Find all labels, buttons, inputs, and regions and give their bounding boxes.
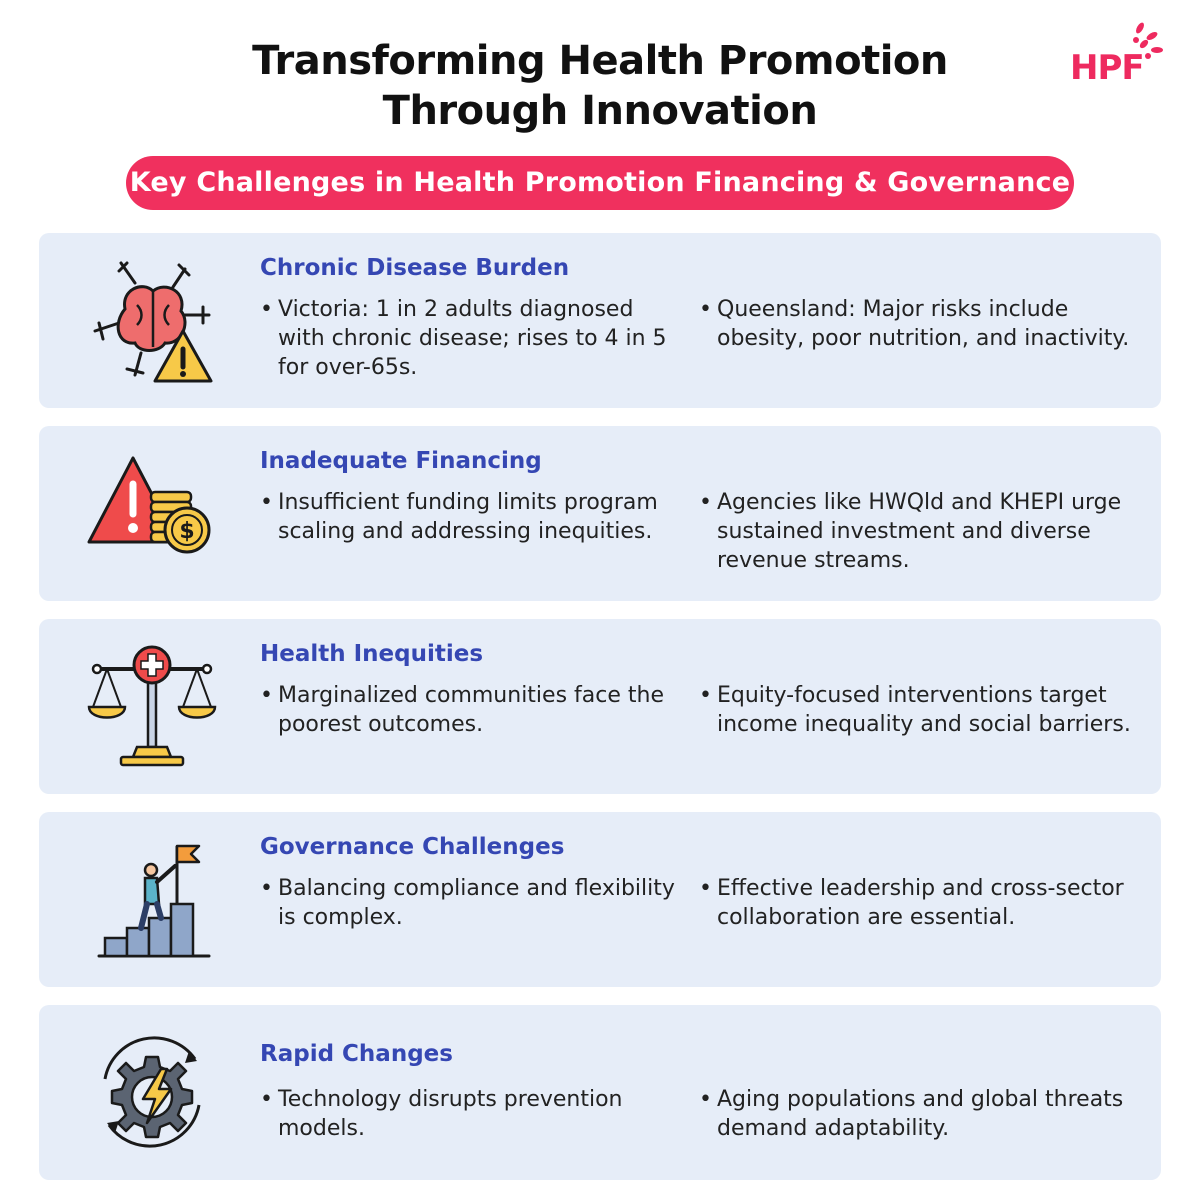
- logo-dots-icon: [1068, 20, 1172, 90]
- card-point-right: • Effective leadership and cross-sector collaboration are essential.: [699, 874, 1139, 932]
- page-title: [0, 36, 1200, 136]
- section-banner: Key Challenges in Health Promotion Financing & Governance: [126, 156, 1074, 210]
- challenge-card-chronic-disease: [39, 233, 1161, 408]
- card-point-left: • Insufficient funding limits program scaling and addressing inequities.: [260, 488, 680, 546]
- gear-lightning-icon: [85, 1025, 219, 1159]
- card-point-left: • Marginalized communities face the poorest outcomes.: [260, 681, 680, 739]
- card-point-right: • Agencies like HWQld and KHEPI urge sustained investment and diverse revenue streams.: [699, 488, 1139, 575]
- card-point-left: • Technology disrupts prevention models.: [260, 1085, 680, 1143]
- title-line-2: Through Innovation: [382, 88, 818, 134]
- challenge-card-inequities: [39, 619, 1161, 794]
- brain-warning-icon: [85, 253, 219, 387]
- scales-icon: [85, 639, 219, 773]
- challenge-card-rapid-changes: [39, 1005, 1161, 1180]
- card-point-right: • Equity-focused interventions target income inequality and social barriers.: [699, 681, 1139, 739]
- card-point-left: • Victoria: 1 in 2 adults diagnosed with chronic disease; rises to 4 in 5 for over-65s.: [260, 295, 680, 382]
- climber-flag-icon: [85, 832, 219, 966]
- warning-coins-icon: [85, 446, 219, 580]
- card-title: Health Inequities: [260, 641, 484, 667]
- title-line-1: Transforming Health Promotion: [252, 38, 948, 84]
- svg-text:$: $: [179, 519, 195, 544]
- card-title: Rapid Changes: [260, 1041, 453, 1067]
- challenge-card-financing: [39, 426, 1161, 601]
- card-point-right: • Aging populations and global threats demand adaptability.: [699, 1085, 1139, 1143]
- card-title: Governance Challenges: [260, 834, 565, 860]
- card-title: Inadequate Financing: [260, 448, 542, 474]
- card-point-left: • Balancing compliance and flexibility is complex.: [260, 874, 680, 932]
- hpf-logo: [1068, 20, 1172, 90]
- card-title: Chronic Disease Burden: [260, 255, 570, 281]
- challenge-card-governance: [39, 812, 1161, 987]
- logo-text: HPF: [1070, 48, 1144, 88]
- card-point-right: • Queensland: Major risks include obesity, poor nutrition, and inactivity.: [699, 295, 1139, 353]
